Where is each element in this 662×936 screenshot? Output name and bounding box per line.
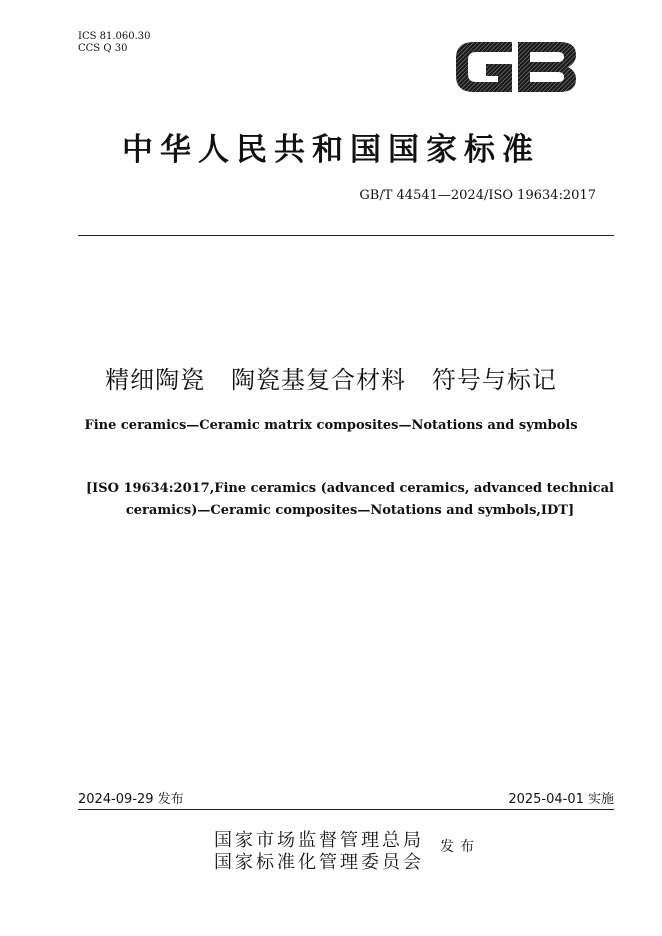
- gb-logo: [452, 34, 580, 100]
- bottom-divider: [78, 809, 614, 810]
- issuer-samr: 国家市场监督管理总局: [214, 830, 424, 851]
- standard-number: GB/T 44541—2024/ISO 19634:2017: [359, 188, 596, 203]
- ccs-code: CCS Q 30: [78, 43, 128, 54]
- iso-reference-line-2: ceramics)—Ceramic composites—Notations and symbols,IDT]: [125, 503, 575, 518]
- top-divider: [78, 235, 614, 236]
- title-english: Fine ceramics—Ceramic matrix composites—Notations and symbols: [84, 418, 578, 433]
- iso-reference-line-1: [ISO 19634:2017,Fine ceramics (advanced ceramics, advanced technical: [86, 481, 614, 496]
- title-chinese: 精细陶瓷 陶瓷基复合材料 符号与标记: [105, 366, 557, 394]
- national-standard-title: 中华人民共和国国家标准: [122, 132, 540, 168]
- iso-reference: [60, 478, 640, 522]
- issue-date: 2024-09-29 发布: [78, 792, 184, 807]
- implementation-date: 2025-04-01 实施: [508, 792, 614, 807]
- issuer-sac: 国家标准化管理委员会: [214, 852, 424, 873]
- ics-code: ICS 81.060.30: [78, 31, 151, 42]
- classification-codes: [78, 31, 151, 55]
- publish-label: 发布: [440, 839, 480, 855]
